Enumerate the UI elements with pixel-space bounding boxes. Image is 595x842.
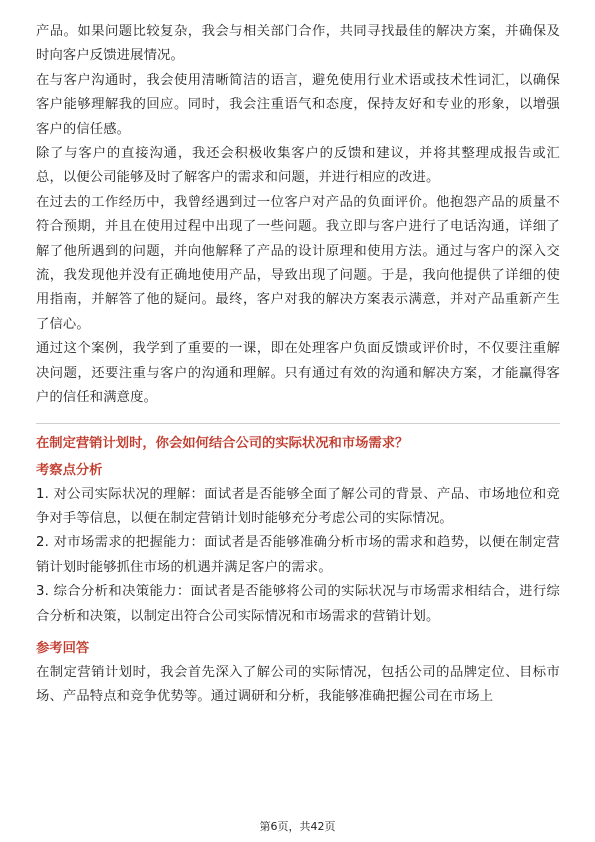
document-body (36, 20, 560, 710)
body-paragraph: 在过去的工作经历中，我曾经遇到过一位客户对产品的负面评价。他抱怨产品的质量不符合预期，并且在使用过程中出现了一些问题。我立即与客户进行了电话沟通，详细了解了他所遇到的问题，并向他解释了产品的设计原理和使用方法。通过与客户的深入交流，我发现他并没有正确地使用产品，导致出现了问题。于是，我向他提供了详细的使用指南，并解答了他的疑问。最终，客户对我的解决方案表示满意，并对产品重新产生了信心。 (36, 194, 560, 332)
analysis-item: 1. 对公司实际状况的理解：面试者是否能够全面了解公司的背景、产品、市场地位和竞争对手等信息，以便在制定营销计划时能够充分考虑公司的实际情况。 (36, 486, 560, 526)
body-paragraph: 在与客户沟通时，我会使用清晰简洁的语言，避免使用行业术语或技术性词汇，以确保客户能够理解我的回应。同时，我会注重语气和态度，保持友好和专业的形象，以增强客户的信任感。 (36, 72, 560, 137)
body-paragraph: 除了与客户的直接沟通，我还会积极收集客户的反馈和建议，并将其整理成报告或汇总，以便公司能够及时了解客户的需求和问题，并进行相应的改进。 (36, 146, 560, 186)
answer-paragraph: 在制定营销计划时，我会首先深入了解公司的实际情况，包括公司的品牌定位、目标市场、产品特点和竞争优势等。通过调研和分析，我能够准确把握公司在市场上 (36, 664, 560, 705)
body-paragraph: 产品。如果问题比较复杂，我会与相关部门合作，共同寻找最佳的解决方案，并确保及时向客户反馈进展情况。 (36, 24, 560, 64)
body-paragraph: 通过这个案例，我学到了重要的一课，即在处理客户负面反馈或评价时，不仅要注重解决问题，还要注重与客户的沟通和理解。只有通过有效的沟通和解决方案，才能赢得客户的信任和满意度。 (36, 341, 560, 406)
answer-heading: 参考回答 (36, 640, 90, 656)
page-number: 第6页，共42页 (259, 820, 336, 833)
section-divider (36, 423, 560, 424)
analysis-item: 2. 对市场需求的把握能力：面试者是否能够准确分析市场的需求和趋势，以便在制定营销计划时能够抓住市场的机遇并满足客户的需求。 (36, 535, 560, 575)
analysis-item: 3. 综合分析和决策能力：面试者是否能够将公司的实际状况与市场需求相结合，进行综合分析和决策，以制定出符合公司实际情况和市场需求的营销计划。 (36, 584, 560, 624)
question-heading: 在制定营销计划时，你会如何结合公司的实际状况和市场需求？ (36, 435, 409, 451)
analysis-heading: 考察点分析 (36, 462, 103, 478)
